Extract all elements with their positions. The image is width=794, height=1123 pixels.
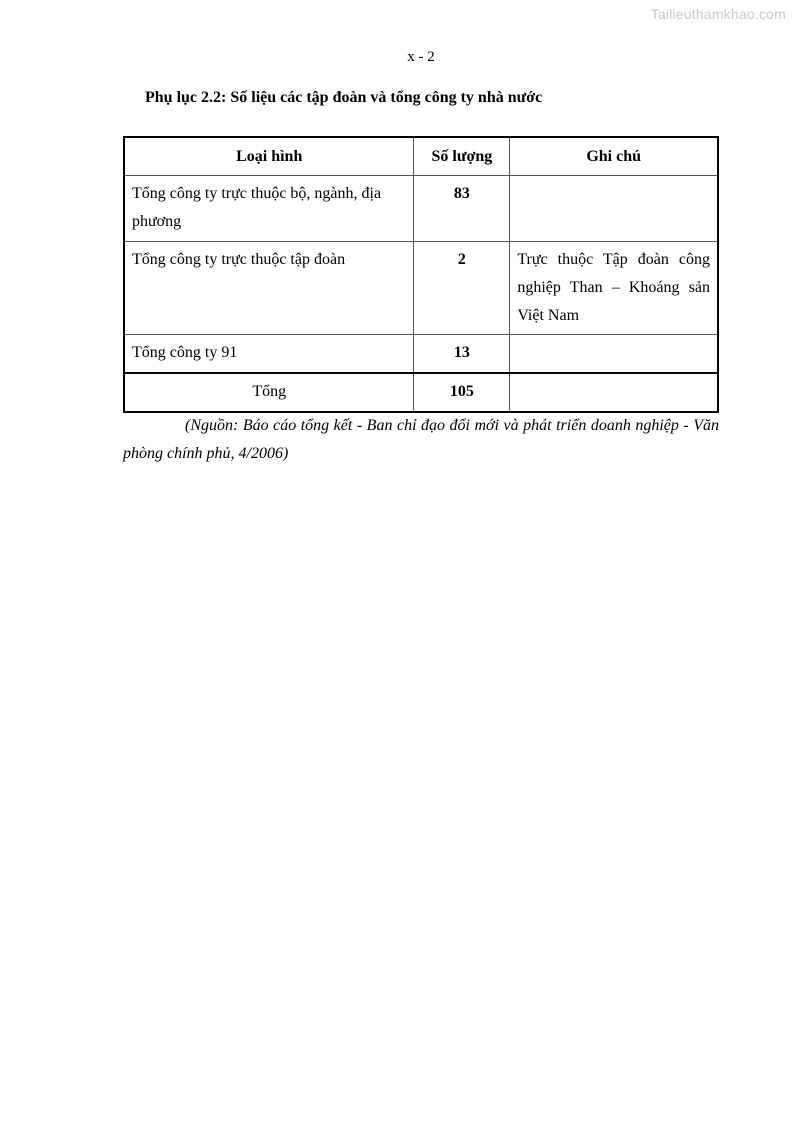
source-note: (Nguồn: Báo cáo tổng kết - Ban chỉ đạo đổi mới và phát triển doanh nghiệp - Văn phòng chính phủ, 4/2006) bbox=[123, 417, 719, 462]
data-table bbox=[123, 136, 719, 413]
table-row bbox=[124, 176, 718, 242]
table-header-row bbox=[124, 137, 718, 176]
cell-type: Tổng công ty trực thuộc bộ, ngành, địa phương bbox=[124, 176, 414, 242]
cell-note bbox=[510, 335, 718, 374]
cell-count: 2 bbox=[414, 242, 510, 335]
header-note: Ghi chú bbox=[510, 137, 718, 176]
cell-note bbox=[510, 176, 718, 242]
header-type: Loại hình bbox=[124, 137, 414, 176]
table-total-row bbox=[124, 373, 718, 412]
cell-type: Tổng công ty 91 bbox=[124, 335, 414, 374]
page-title: Phụ lục 2.2: Số liệu các tập đoàn và tổng công ty nhà nước bbox=[145, 89, 543, 106]
table-row bbox=[124, 242, 718, 335]
header-count: Số lượng bbox=[414, 137, 510, 176]
page-number: x - 2 bbox=[407, 49, 435, 65]
watermark: Tailieuthamkhao.com bbox=[650, 6, 786, 22]
cell-type: Tổng công ty trực thuộc tập đoàn bbox=[124, 242, 414, 335]
cell-count: 13 bbox=[414, 335, 510, 374]
total-note bbox=[510, 373, 718, 412]
table-row bbox=[124, 335, 718, 374]
cell-note: Trực thuộc Tập đoàn công nghiệp Than – Khoáng sản Việt Nam bbox=[510, 242, 718, 335]
total-label: Tổng bbox=[124, 373, 414, 412]
total-count: 105 bbox=[414, 373, 510, 412]
cell-count: 83 bbox=[414, 176, 510, 242]
